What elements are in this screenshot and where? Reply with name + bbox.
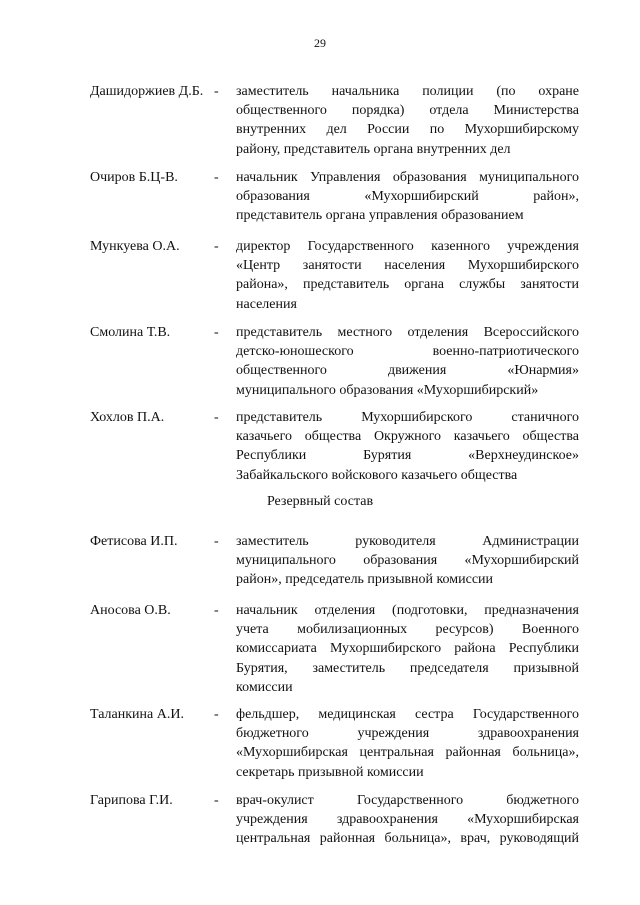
member-name: Гарипова Г.И.	[90, 793, 173, 808]
description-line: казачьего общества Окружного казачьего общества	[236, 429, 579, 445]
member-description	[236, 408, 579, 485]
page-number: 29	[314, 36, 326, 50]
description-line: населения	[236, 296, 297, 312]
member-description	[236, 82, 579, 159]
member-name: Смолина Т.В.	[90, 325, 171, 340]
description-line: муниципального образования «Мухоршибирский»	[236, 382, 539, 398]
description-line: учета мобилизационных ресурсов) Военного	[236, 622, 579, 638]
member-dash: -	[214, 534, 219, 549]
member-description	[236, 532, 579, 590]
description-line: врач-окулист Государственного бюджетного	[236, 793, 579, 808]
description-line: образования «Мухоршибирский район»,	[236, 189, 579, 205]
member-name: Мункуева О.А.	[90, 239, 180, 254]
description-line: заместитель начальника полиции (по охране	[236, 84, 579, 99]
member-name: Фетисова И.П.	[90, 534, 178, 549]
reserve-section-title: Резервный состав	[266, 494, 374, 509]
description-line: района», представитель органа службы занятости	[236, 277, 579, 293]
member-description	[236, 705, 579, 782]
member-description	[236, 601, 579, 697]
description-line: заместитель руководителя Администрации	[236, 534, 579, 549]
description-line: комиссариата Мухоршибирского района Республики	[236, 641, 579, 657]
description-line: комиссии	[236, 679, 293, 695]
description-line: представитель органа управления образованием	[236, 208, 524, 224]
member-dash: -	[214, 603, 219, 618]
description-line: центральная районная больница», врач, руководящий	[236, 831, 579, 847]
description-line: фельдшер, медицинская сестра Государственного	[236, 707, 579, 722]
description-line: внутренних дел России по Мухоршибирскому	[236, 122, 579, 138]
description-line: секретарь призывной комиссии	[236, 764, 424, 780]
description-line: представитель Мухоршибирского станичного	[236, 410, 579, 425]
description-line: Забайкальского войскового казачьего общества	[236, 467, 518, 483]
member-description	[236, 791, 579, 849]
description-line: «Мухоршибирская центральная районная больница»,	[236, 745, 579, 761]
member-dash: -	[214, 84, 219, 99]
description-line: Республики Бурятия «Верхнеудинское»	[236, 448, 579, 464]
description-line: общественного порядка) отдела Министерства	[236, 103, 579, 119]
member-dash: -	[214, 239, 219, 254]
description-line: «Центр занятости населения Мухоршибирского	[236, 258, 579, 274]
description-line: району, представитель органа внутренних дел	[236, 141, 511, 157]
description-line: район», председатель призывной комиссии	[236, 572, 494, 588]
description-line: детско-юношеского военно-патриотического	[236, 344, 579, 360]
member-dash: -	[214, 410, 219, 425]
member-name: Дашидоржиев Д.Б.	[90, 84, 204, 99]
member-name: Аносова О.В.	[90, 603, 171, 618]
description-line: Бурятия, заместитель председателя призывной	[236, 660, 579, 676]
description-line: общественного движения «Юнармия»	[236, 363, 579, 379]
member-dash: -	[214, 170, 219, 185]
description-line: учреждения здравоохранения «Мухоршибирская	[236, 812, 579, 828]
member-dash: -	[214, 707, 219, 722]
member-name: Таланкина А.И.	[90, 707, 184, 722]
member-name: Хохлов П.А.	[90, 410, 165, 425]
member-dash: -	[214, 325, 219, 340]
description-line: представитель местного отделения Всероссийского	[236, 325, 579, 340]
member-description	[236, 323, 579, 400]
description-line: бюджетного учреждения здравоохранения	[236, 726, 579, 742]
description-line: начальник отделения (подготовки, предназначения	[236, 603, 579, 618]
description-line: муниципального образования «Мухоршибирский	[236, 553, 579, 569]
description-line: директор Государственного казенного учреждения	[236, 239, 579, 254]
member-dash: -	[214, 793, 219, 808]
description-line: начальник Управления образования муниципального	[236, 170, 579, 185]
member-description	[236, 237, 579, 314]
member-description	[236, 168, 579, 226]
member-name: Очиров Б.Ц-В.	[90, 170, 178, 185]
